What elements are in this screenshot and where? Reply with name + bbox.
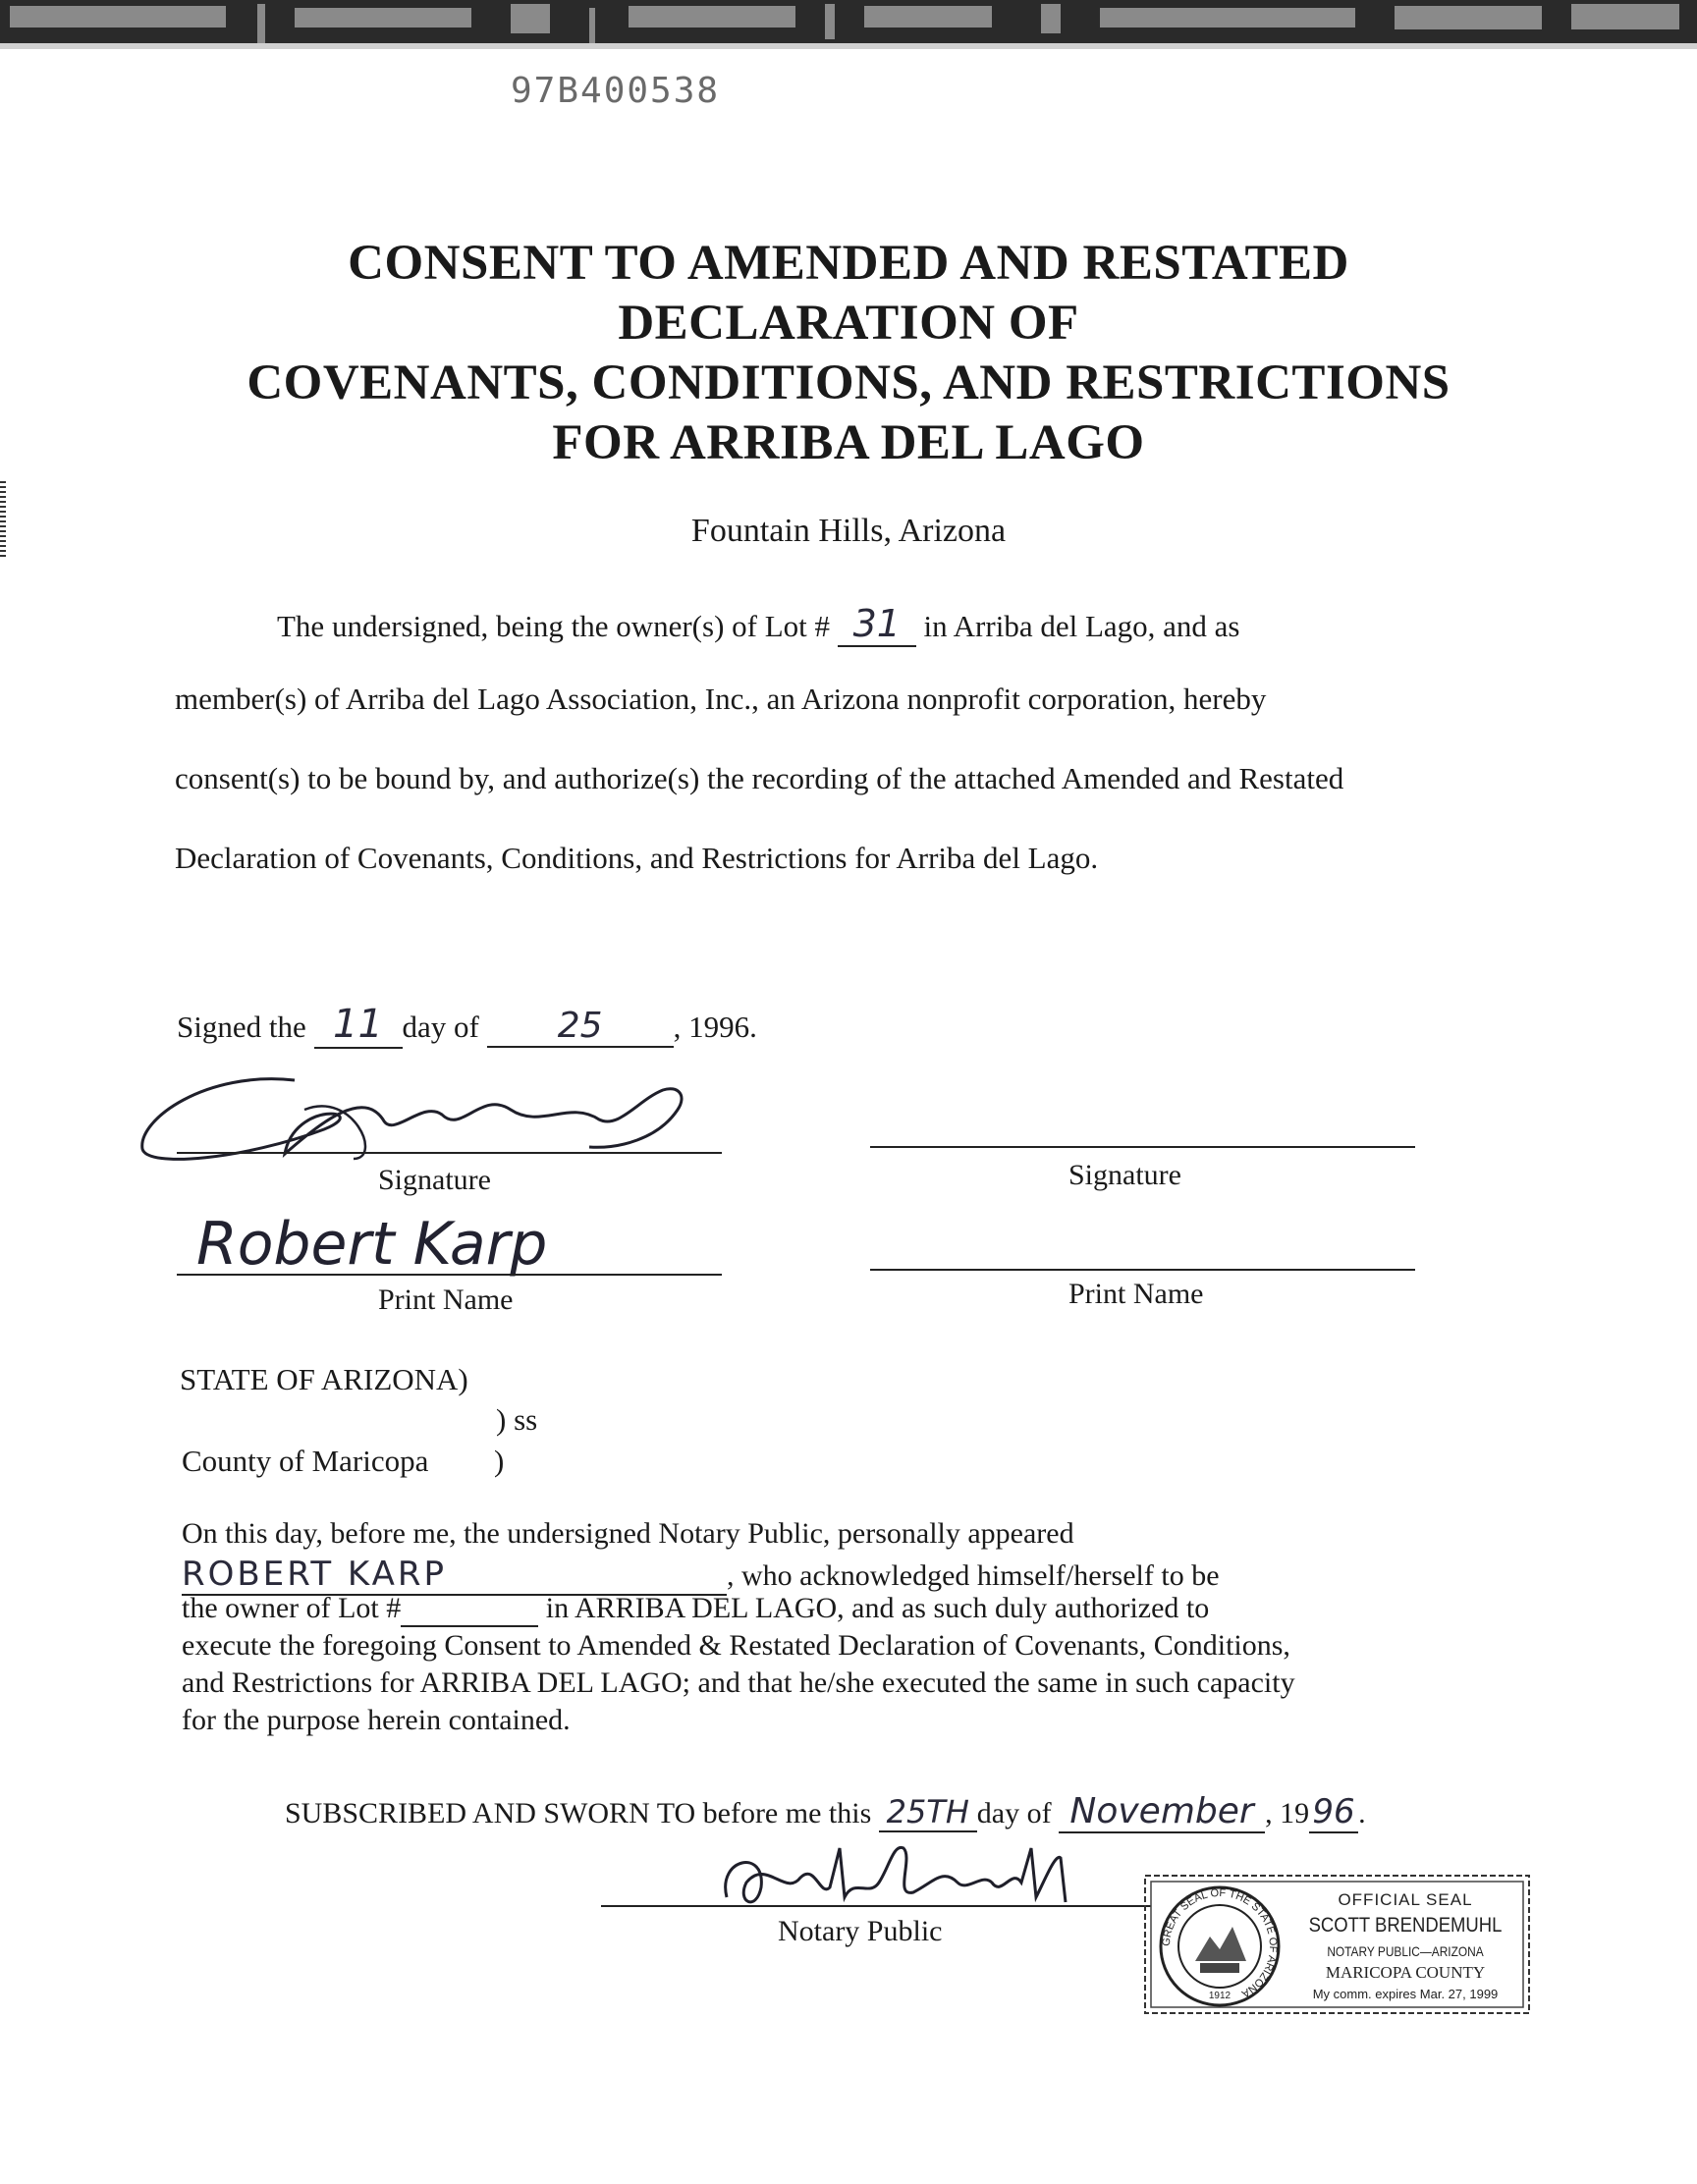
owner-print-name-label: Print Name: [378, 1283, 514, 1316]
signed-month-handwritten: 25: [557, 1006, 603, 1046]
appeared-name-field: [182, 1555, 727, 1596]
seal-ring-text: GREAT SEAL OF THE STATE OF ARIZONA: [1160, 1886, 1280, 2000]
lot-number-field: [838, 602, 916, 647]
seal-line-2: SCOTT BRENDEMUHL: [1308, 1914, 1503, 1937]
seal-line-5: My comm. expires Mar. 27, 1999: [1312, 1987, 1499, 2001]
sworn-year-prefix: , 19: [1265, 1797, 1310, 1829]
sworn-mid: day of: [976, 1797, 1052, 1829]
sworn-line: [285, 1791, 1366, 1833]
notary-public-label: Notary Public: [778, 1915, 943, 1947]
official-seal-stamp: [1142, 1873, 1532, 2020]
seal-line-3: NOTARY PUBLIC—ARIZONA: [1327, 1943, 1484, 1959]
sworn-year-handwritten: 96: [1312, 1792, 1355, 1831]
notary-line-1: On this day, before me, the undersigned Notary Public, personally appeared: [182, 1517, 1074, 1550]
sworn-day-handwritten: 25TH: [886, 1793, 969, 1830]
printed-name-handwritten: Robert Karp: [196, 1210, 548, 1279]
document-title: [0, 234, 1697, 473]
notary-line-4: execute the foregoing Consent to Amended & Restated Declaration of Covenants, Conditions,: [182, 1629, 1290, 1662]
venue-county-paren: ): [494, 1444, 505, 1478]
notary-line-5: and Restrictions for ARRIBA DEL LAGO; and that he/she executed the same in such capacity: [182, 1666, 1295, 1699]
scan-edge-marks: [0, 481, 6, 560]
notary-line-2: [182, 1555, 1220, 1596]
notary-line-2-text: , who acknowledged himself/herself to be: [727, 1559, 1220, 1592]
title-line-2: DECLARATION OF: [618, 296, 1079, 351]
sworn-end: .: [1358, 1797, 1366, 1829]
appeared-name-handwritten: ROBERT KARP: [182, 1555, 448, 1594]
location-subtitle: Fountain Hills, Arizona: [690, 513, 1007, 549]
title-line-1: CONSENT TO AMENDED AND RESTATED: [348, 236, 1349, 291]
seal-ring-year: 1912: [1208, 1991, 1232, 2001]
signed-suffix: , 1996.: [673, 1010, 757, 1044]
consent-line-1-end: in Arriba del Lago, and as: [923, 609, 1240, 643]
sworn-day-field: [879, 1793, 977, 1832]
title-line-4: FOR ARRIBA DEL LAGO: [552, 415, 1145, 470]
state-seal-emblem: [1156, 1883, 1284, 2010]
owner-signature-label: Signature: [378, 1164, 491, 1196]
signed-date-line: [177, 1002, 757, 1049]
owner-signature-line: [177, 1152, 722, 1154]
signed-prefix: Signed the: [177, 1010, 306, 1044]
sworn-month-field: [1059, 1791, 1265, 1833]
sworn-month-handwritten: November: [1069, 1791, 1254, 1831]
co-owner-print-name-label: Print Name: [1068, 1278, 1204, 1310]
sworn-year-field: [1309, 1792, 1358, 1833]
notary-line-6: for the purpose herein contained.: [182, 1704, 571, 1736]
owner-print-name-line: [177, 1274, 722, 1276]
consent-line-4: Declaration of Covenants, Conditions, and Restrictions for Arriba del Lago.: [175, 841, 1099, 875]
scan-edge-band: [0, 0, 1697, 49]
notary-signature: [707, 1829, 1100, 1917]
notary-line-3: [182, 1592, 1209, 1627]
consent-line-3: consent(s) to be bound by, and authorize(s) the recording of the attached Amended and Restated: [175, 761, 1344, 795]
signed-day-field: [314, 1002, 403, 1049]
co-owner-signature-line: [870, 1146, 1415, 1148]
notary-line-3-end: in ARRIBA DEL LAGO, and as such duly authorized to: [545, 1592, 1210, 1624]
venue-county: County of Maricopa: [182, 1444, 429, 1478]
lot-number-handwritten: 31: [852, 602, 901, 645]
consent-line-1-text: The undersigned, being the owner(s) of Lot #: [277, 609, 831, 643]
seal-line-4: MARICOPA COUNTY: [1325, 1963, 1486, 1982]
consent-line-1: [277, 602, 1239, 647]
venue-ss: ) ss: [496, 1402, 538, 1437]
signed-mid: day of: [402, 1010, 479, 1044]
signed-month-field: [487, 1006, 674, 1048]
notary-line-3-start: the owner of Lot #: [182, 1592, 402, 1624]
notary-signature-line: [601, 1905, 1151, 1907]
document-id-stamp: 97B400538: [511, 71, 721, 111]
signed-day-handwritten: 11: [333, 1002, 383, 1047]
notary-lot-field: [401, 1592, 538, 1627]
title-line-3: COVENANTS, CONDITIONS, AND RESTRICTIONS: [246, 355, 1451, 410]
consent-line-2: member(s) of Arriba del Lago Association, Inc., an Arizona nonprofit corporation, hereby: [175, 682, 1267, 716]
co-owner-signature-label: Signature: [1068, 1159, 1181, 1191]
sworn-prefix: SUBSCRIBED AND SWORN TO before me this: [285, 1797, 872, 1829]
seal-line-1: OFFICIAL SEAL: [1338, 1890, 1473, 1909]
venue-state: STATE OF ARIZONA): [180, 1362, 468, 1396]
co-owner-print-name-line: [870, 1269, 1415, 1271]
